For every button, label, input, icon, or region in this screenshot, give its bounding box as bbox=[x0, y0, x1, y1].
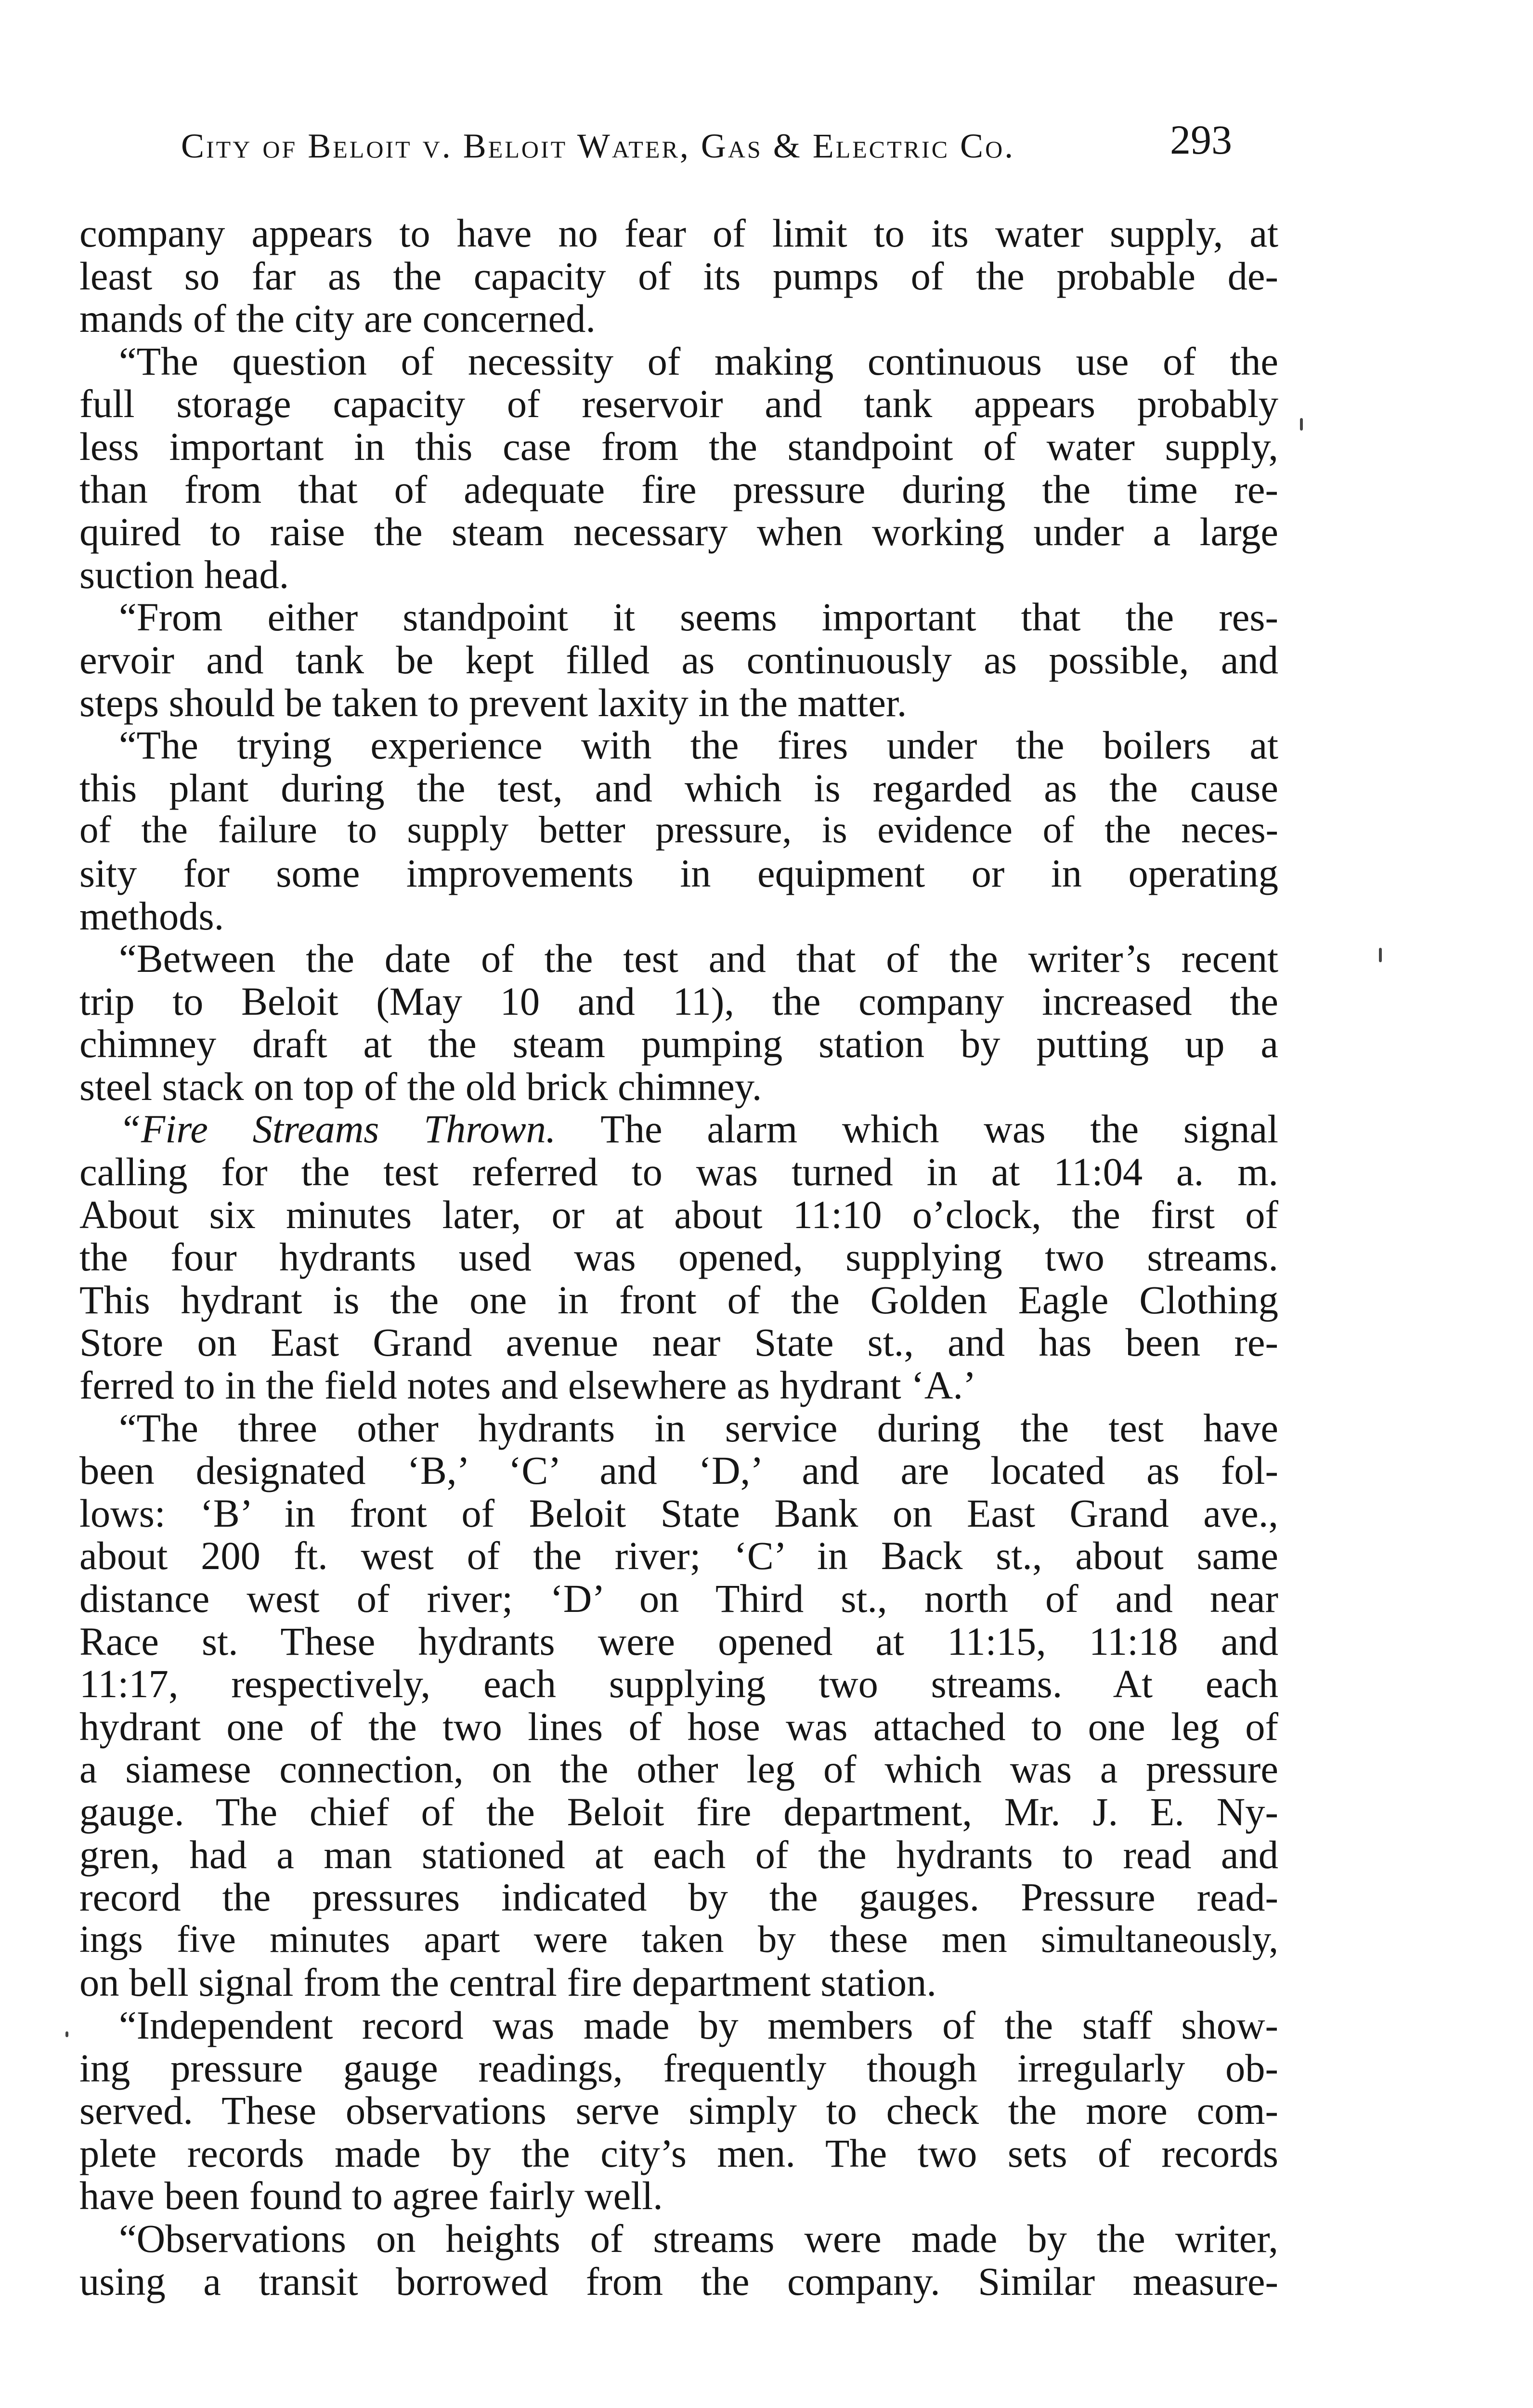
text-line: “Observations on heights of streams were made by the writer, bbox=[119, 2216, 1278, 2261]
text-line: steps should be taken to prevent laxity in the matter. bbox=[79, 680, 907, 725]
text-line: ings five minutes apart were taken by these men simultaneously, bbox=[79, 1918, 1278, 1961]
text-line: ing pressure gauge readings, frequently though irregularly ob- bbox=[79, 2045, 1278, 2090]
text-line: served. These observations serve simply to check the more com- bbox=[79, 2088, 1278, 2133]
text-line: trip to Beloit (May 10 and 11), the company increased the bbox=[79, 979, 1278, 1023]
text-line: methods. bbox=[79, 893, 224, 938]
page-number: 293 bbox=[1170, 117, 1232, 163]
text-line: ervoir and tank be kept filled as continuously as possible, and bbox=[79, 637, 1278, 682]
text-line: hydrant one of the two lines of hose was attached to one leg of bbox=[79, 1704, 1278, 1749]
text-line: About six minutes later, or at about 11:10 o’clock, the first of bbox=[79, 1192, 1278, 1237]
text-line: the four hydrants used was opened, supplying two streams. bbox=[79, 1235, 1278, 1280]
text-line: “The question of necessity of making continuous use of the bbox=[119, 339, 1278, 383]
text-line: Store on East Grand avenue near State st., and has been re- bbox=[79, 1320, 1278, 1365]
text-line: of the failure to supply better pressure, is evidence of the neces- bbox=[79, 809, 1278, 851]
body-text bbox=[79, 212, 1278, 2303]
text-line-rest: The alarm which was the signal bbox=[600, 1107, 1278, 1152]
text-line: “Between the date of the test and that of the writer’s recent bbox=[119, 936, 1278, 981]
text-line: “From either standpoint it seems important that the res- bbox=[119, 595, 1278, 640]
text-line: record the pressures indicated by the gauges. Pressure read- bbox=[79, 1875, 1278, 1920]
text-line: steel stack on top of the old brick chimney. bbox=[79, 1064, 762, 1109]
text-line: gren, had a man stationed at each of the hydrants to read and bbox=[79, 1832, 1278, 1877]
text-line: “The three other hydrants in service during the test have bbox=[119, 1405, 1278, 1450]
text-line: have been found to agree fairly well. bbox=[79, 2173, 663, 2218]
text-line: Race st. These hydrants were opened at 11:15, 11:18 and bbox=[79, 1619, 1278, 1663]
text-line: full storage capacity of reservoir and tank appears probably bbox=[79, 381, 1278, 426]
text-line: sity for some improvements in equipment or in operating bbox=[79, 851, 1278, 895]
running-head: City of Beloit v. Beloit Water, Gas & Electric Co. bbox=[181, 127, 1015, 165]
text-line: plete records made by the city’s men. The two sets of records bbox=[79, 2131, 1278, 2175]
text-line: 11:17, respectively, each supplying two streams. At each bbox=[79, 1662, 1278, 1706]
text-line bbox=[79, 1108, 1278, 1151]
scan-speck bbox=[1379, 948, 1382, 962]
italic-run-in-heading: “Fire Streams Thrown. bbox=[119, 1107, 556, 1152]
text-line: company appears to have no fear of limit to its water supply, at bbox=[79, 211, 1278, 255]
text-line: This hydrant is the one in front of the Golden Eagle Clothing bbox=[79, 1277, 1278, 1322]
text-line: “Independent record was made by members of the staff show- bbox=[119, 2002, 1278, 2047]
text-line: ferred to in the field notes and elsewhere as hydrant ‘A.’ bbox=[79, 1363, 976, 1408]
text-line: mands of the city are concerned. bbox=[79, 296, 596, 341]
scan-speck bbox=[65, 2031, 68, 2037]
text-line: lows: ‘B’ in front of Beloit State Bank on East Grand ave., bbox=[79, 1491, 1278, 1535]
text-line: chimney draft at the steam pumping station by putting up a bbox=[79, 1021, 1278, 1066]
text-line: calling for the test referred to was turned in at 11:04 a. m. bbox=[79, 1150, 1278, 1194]
text-line: distance west of river; ‘D’ on Third st., north of and near bbox=[79, 1576, 1278, 1621]
scan-speck bbox=[1300, 418, 1303, 431]
text-line: quired to raise the steam necessary when working under a large bbox=[79, 510, 1278, 554]
text-line: this plant during the test, and which is regarded as the cause bbox=[79, 765, 1278, 810]
text-line: less important in this case from the standpoint of water supply, bbox=[79, 424, 1278, 469]
text-line: about 200 ft. west of the river; ‘C’ in Back st., about same bbox=[79, 1533, 1278, 1578]
text-line: been designated ‘B,’ ‘C’ and ‘D,’ and are located as fol- bbox=[79, 1448, 1278, 1493]
text-line: “The trying experience with the fires under the boilers at bbox=[119, 723, 1278, 768]
text-line: using a transit borrowed from the company. Similar measure- bbox=[79, 2259, 1278, 2303]
text-line: than from that of adequate fire pressure during the time re- bbox=[79, 467, 1278, 511]
text-line: gauge. The chief of the Beloit fire department, Mr. J. E. Ny- bbox=[79, 1789, 1278, 1834]
text-line: suction head. bbox=[79, 552, 289, 597]
text-line: a siamese connection, on the other leg of which was a pressure bbox=[79, 1747, 1278, 1792]
text-line: on bell signal from the central fire department station. bbox=[79, 1960, 937, 2005]
text-line: least so far as the capacity of its pumps of the probable de- bbox=[79, 253, 1278, 298]
